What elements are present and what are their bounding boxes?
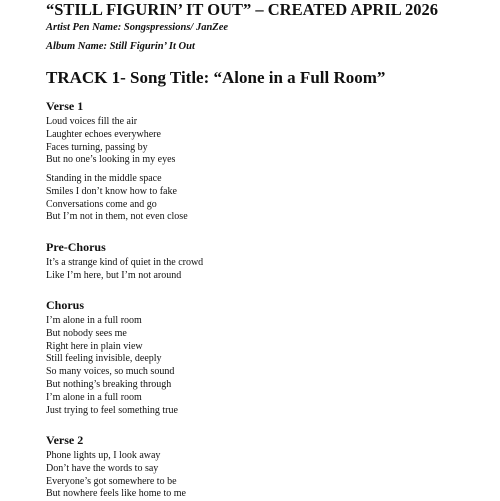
- lyric-line: But nothing’s breaking through: [46, 378, 172, 390]
- lyric-line: Everyone’s got somewhere to be: [46, 475, 177, 487]
- lyric-line: I’m alone in a full room: [46, 315, 142, 326]
- artist-pen-name: Artist Pen Name: Songspressions/ JanZee: [46, 22, 229, 33]
- lyric-line: But nobody sees me: [46, 327, 127, 339]
- lyric-line: It’s a strange kind of quiet in the crowd: [46, 257, 204, 268]
- lyric-line: But I’m not in them, not even close: [46, 211, 188, 223]
- verse-1-stanza-1: [46, 116, 175, 167]
- verse-1-heading: Verse 1: [46, 99, 84, 113]
- lyric-line: Still feeling invisible, deeply: [46, 353, 162, 365]
- album-name: Album Name: Still Figurin’ It Out: [46, 41, 195, 52]
- lyric-line: I’m alone in a full room: [46, 391, 142, 403]
- pre-chorus-heading: Pre-Chorus: [46, 240, 106, 254]
- chorus-lines: [46, 315, 178, 417]
- track-title: TRACK 1- Song Title: “Alone in a Full Room”: [46, 68, 386, 87]
- lyric-line: Smiles I don’t know how to fake: [46, 185, 177, 197]
- lyric-line: Like I’m here, but I’m not around: [46, 269, 182, 281]
- pre-chorus-lines: [46, 257, 203, 283]
- lyric-line: Just trying to feel something true: [46, 404, 178, 416]
- lyric-line: But nowhere feels like home to me: [46, 488, 186, 500]
- lyric-line: Standing in the middle space: [46, 173, 162, 184]
- lyric-line: Don’t have the words to say: [46, 462, 159, 474]
- lyric-line: Laughter echoes everywhere: [46, 128, 161, 140]
- verse-1-stanza-2: [46, 173, 188, 224]
- document-title: “STILL FIGURIN’ IT OUT” – CREATED APRIL 2026: [46, 0, 438, 19]
- lyric-line: Faces turning, passing by: [46, 141, 148, 153]
- lyric-line: Phone lights up, I look away: [46, 450, 161, 461]
- verse-2-lines: [46, 450, 186, 501]
- lyric-line: But no one’s looking in my eyes: [46, 154, 176, 166]
- chorus-heading: Chorus: [46, 298, 85, 312]
- verse-2-heading: Verse 2: [46, 433, 84, 447]
- lyric-line: Conversations come and go: [46, 198, 157, 210]
- lyric-line: Right here in plain view: [46, 340, 143, 352]
- lyric-line: Loud voices fill the air: [46, 116, 138, 127]
- lyric-line: So many voices, so much sound: [46, 366, 175, 378]
